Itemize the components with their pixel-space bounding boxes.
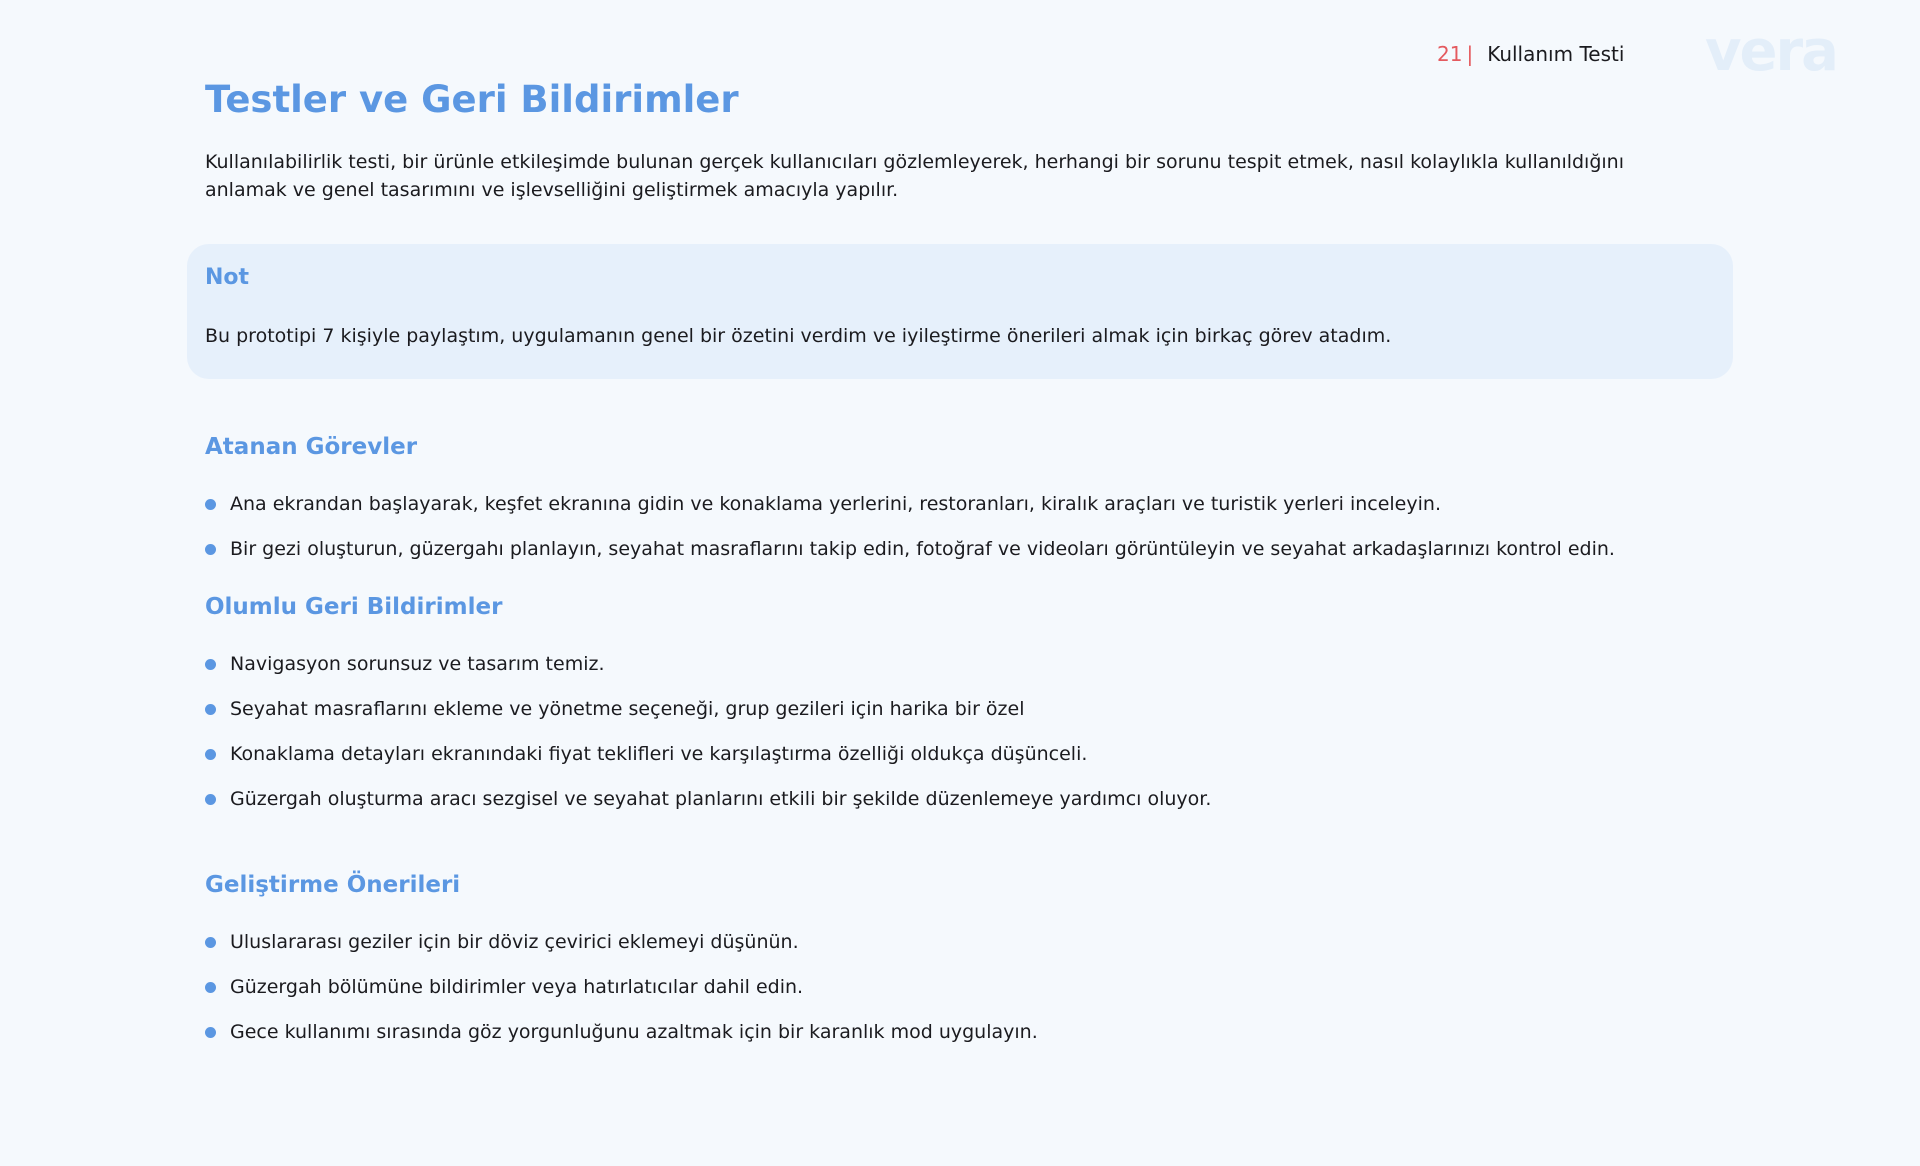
list-item [205, 740, 1725, 768]
bullet-icon [205, 749, 216, 760]
list-item-text: Seyahat masraflarını ekleme ve yönetme seçeneği, grup gezileri için harika bir özel [230, 698, 1025, 720]
section-positive-feedback [205, 590, 1725, 830]
list-item [205, 650, 1725, 678]
list-item-text: Güzergah oluşturma aracı sezgisel ve seyahat planlarını etkili bir şekilde düzenlemeye yardımcı oluyor. [230, 788, 1212, 810]
list-item-text: Konaklama detayları ekranındaki fiyat teklifleri ve karşılaştırma özelliği oldukça düşünceli. [230, 743, 1088, 765]
list-item-text: Navigasyon sorunsuz ve tasarım temiz. [230, 653, 605, 675]
header-separator: | [1466, 42, 1474, 66]
list-item [205, 785, 1725, 813]
list-item [205, 928, 1725, 956]
page-header-meta [1437, 42, 1624, 66]
list-item-text: Uluslararası geziler için bir döviz çevirici eklemeyi düşünün. [230, 931, 799, 953]
bullet-icon [205, 499, 216, 510]
section-name: Kullanım Testi [1487, 42, 1625, 66]
feedback-list [205, 650, 1725, 813]
bullet-icon [205, 704, 216, 715]
list-item [205, 695, 1725, 723]
list-item-text: Ana ekrandan başlayarak, keşfet ekranına gidin ve konaklama yerlerini, restoranları, kiralık araçları ve turistik yerleri inceleyin. [230, 493, 1441, 515]
page-number: 21 [1437, 42, 1463, 66]
section-improvement-suggestions [205, 868, 1725, 1063]
page-content [205, 74, 1735, 204]
suggestion-list [205, 928, 1725, 1046]
list-item-text: Gece kullanımı sırasında göz yorgunluğunu azaltmak için bir karanlık mod uygulayın. [230, 1021, 1038, 1043]
list-item [205, 1018, 1725, 1046]
section-title: Atanan Görevler [205, 434, 418, 460]
list-item-text: Bir gezi oluşturun, güzergahı planlayın, seyahat masraflarını takip edin, fotoğraf ve videoları görüntüleyin ve seyahat arkadaşlarınızı kontrol edin. [230, 538, 1615, 560]
note-box [187, 244, 1733, 379]
section-assigned-tasks [205, 430, 1725, 580]
bullet-icon [205, 982, 216, 993]
note-text: Bu prototipi 7 kişiyle paylaştım, uygulamanın genel bir özetini verdim ve iyileştirme önerileri almak için birkaç görev atadım. [205, 325, 1392, 347]
task-list [205, 490, 1725, 563]
section-title: Geliştirme Önerileri [205, 872, 461, 898]
section-title: Olumlu Geri Bildirimler [205, 594, 503, 620]
brand-logo: vera [1705, 19, 1837, 84]
list-item [205, 490, 1725, 518]
bullet-icon [205, 937, 216, 948]
bullet-icon [205, 659, 216, 670]
list-item [205, 535, 1725, 563]
bullet-icon [205, 544, 216, 555]
page-title: Testler ve Geri Bildirimler [205, 78, 739, 121]
bullet-icon [205, 794, 216, 805]
intro-paragraph: Kullanılabilirlik testi, bir ürünle etkileşimde bulunan gerçek kullanıcıları gözlemleyerek, herhangi bir sorunu tespit etmek, nasıl kolaylıkla kullanıldığını anlamak ve genel tasarımını ve işlevselliğini geliştirmek amacıyla yapılır. [205, 151, 1624, 201]
list-item-text: Güzergah bölümüne bildirimler veya hatırlatıcılar dahil edin. [230, 976, 804, 998]
list-item [205, 973, 1725, 1001]
note-title: Not [205, 265, 250, 290]
bullet-icon [205, 1027, 216, 1038]
